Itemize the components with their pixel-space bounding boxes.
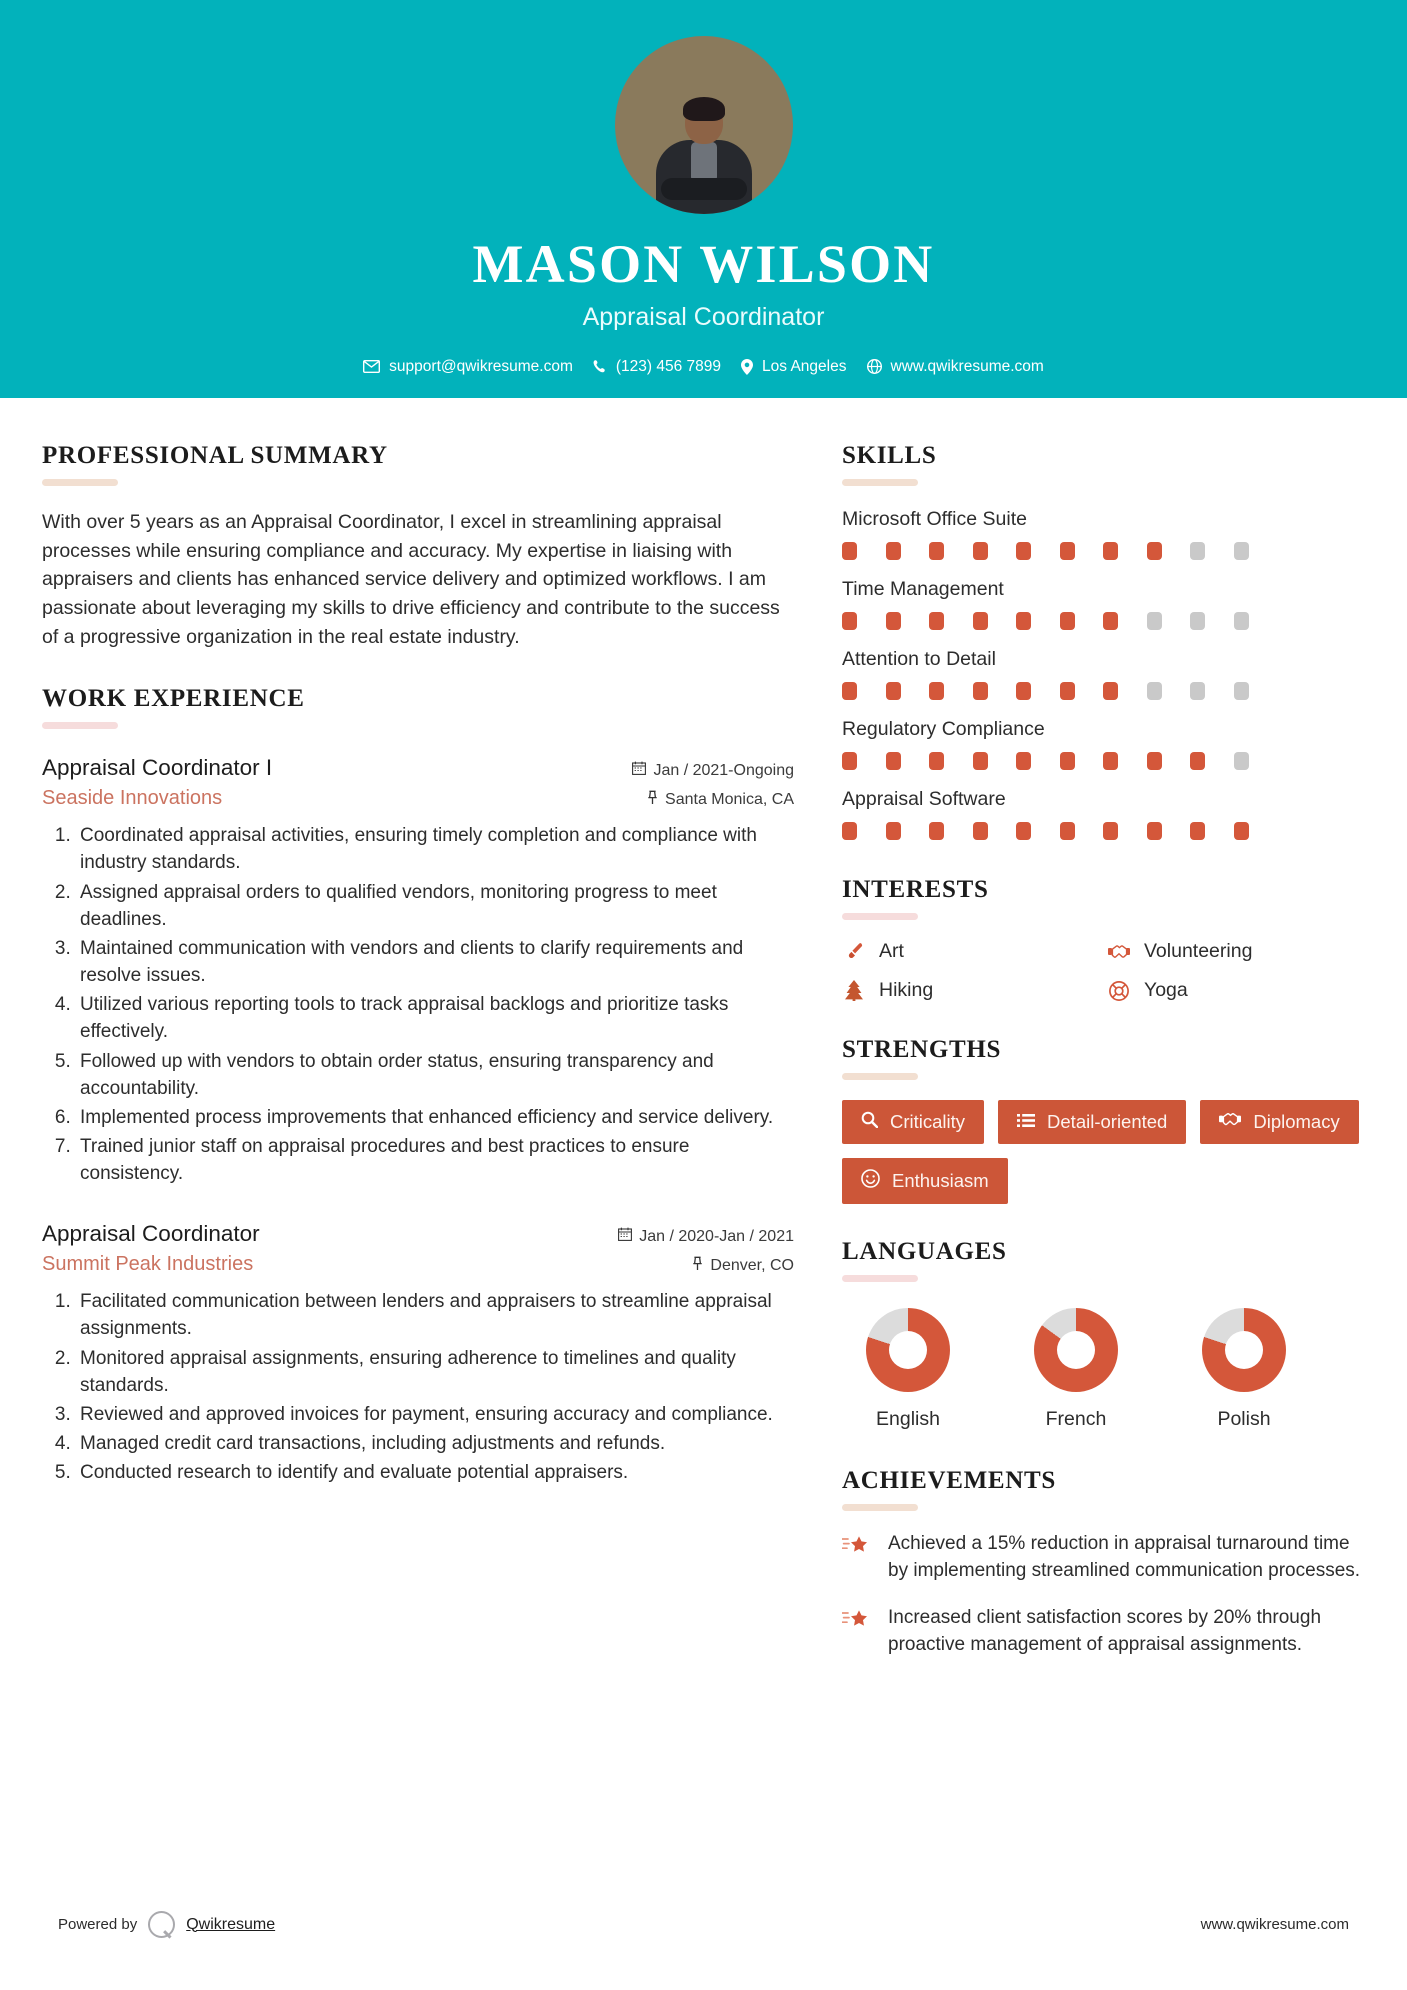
list-item: 1. Coordinated appraisal activities, ensuring timely completion and compliance with industry standards. [76, 822, 794, 876]
paintbrush-icon [842, 942, 866, 962]
language-label: Polish [1217, 1408, 1271, 1430]
section-rule [842, 913, 918, 920]
page-title: MASON WILSON [472, 234, 935, 294]
strength-tag-detail-oriented [998, 1100, 1186, 1144]
list-item: 4. Managed credit card transactions, including adjustments and refunds. [76, 1430, 794, 1457]
interest-label: Yoga [1144, 979, 1188, 1001]
job-bullets [42, 822, 794, 1187]
job-dates [632, 761, 794, 780]
skill-dot-filled [1060, 542, 1075, 560]
skill-rating [842, 752, 1362, 770]
strength-label: Enthusiasm [892, 1170, 989, 1191]
skill-item [842, 718, 1362, 770]
skill-dot-filled [1234, 822, 1249, 840]
skill-rating [842, 682, 1362, 700]
skill-label: Microsoft Office Suite [842, 508, 1027, 530]
section-rule [842, 479, 918, 486]
contact-location [741, 358, 846, 376]
job-location [647, 790, 794, 809]
list-item: 5. Conducted research to identify and evaluate potential appraisers. [76, 1459, 794, 1486]
summary-text: With over 5 years as an Appraisal Coordinator, I excel in streamlining appraisal processes while ensuring compliance and accuracy. My expertise in liaising with appraisers and clients has enhanced service delivery and optimized workflows. I am passionate about leveraging my skills to drive efficiency and contribute to the success of a progressive organization in the real estate industry. [42, 511, 780, 648]
envelope-icon [363, 360, 380, 373]
skill-dot-empty [1190, 682, 1205, 700]
skill-dot-filled [842, 612, 857, 630]
job-location [692, 1256, 794, 1275]
language-label: French [1045, 1408, 1107, 1430]
map-pin-icon [741, 359, 753, 375]
tree-icon [842, 980, 866, 1001]
list-item: 3. Reviewed and approved invoices for payment, ensuring accuracy and compliance. [76, 1401, 794, 1428]
skill-dot-filled [1147, 822, 1162, 840]
list-item: 7. Trained junior staff on appraisal procedures and best practices to ensure consistency. [76, 1133, 794, 1187]
languages-heading: LANGUAGES [842, 1238, 1007, 1265]
strength-label: Criticality [890, 1111, 966, 1132]
section-achievements [842, 1467, 1362, 1659]
skill-dot-filled [929, 612, 944, 630]
summary-heading: PROFESSIONAL SUMMARY [42, 442, 388, 469]
list-icon [1017, 1111, 1035, 1133]
skill-dot-filled [1016, 682, 1031, 700]
skill-dot-filled [929, 822, 944, 840]
calendar-icon [618, 1227, 632, 1246]
strengths-heading: STRENGTHS [842, 1036, 1002, 1063]
skills-heading: SKILLS [842, 442, 937, 469]
skill-dot-filled [1190, 752, 1205, 770]
job-bullets [42, 1288, 794, 1486]
avatar [615, 36, 793, 214]
achievement-text: Achieved a 15% reduction in appraisal turnaround time by implementing streamlined communication processes. [888, 1533, 1361, 1581]
shooting-star-icon [842, 1531, 872, 1585]
skill-dot-filled [973, 682, 988, 700]
skill-dot-filled [1103, 542, 1118, 560]
interest-item [842, 940, 1107, 963]
skill-dot-empty [1234, 612, 1249, 630]
contact-phone-text: (123) 456 7899 [615, 357, 722, 375]
smiley-icon [861, 1169, 880, 1193]
job-dates [618, 1227, 794, 1246]
skill-rating [842, 612, 1362, 630]
skill-dot-filled [842, 822, 857, 840]
strength-tag-criticality [842, 1100, 984, 1144]
lifebuoy-icon [1107, 981, 1131, 1001]
skill-dot-filled [842, 542, 857, 560]
section-interests [842, 876, 1362, 1002]
list-item: 3. Maintained communication with vendors and clients to clarify requirements and resolve issues. [76, 935, 794, 989]
job-location-text: Santa Monica, CA [665, 790, 794, 808]
skill-rating [842, 542, 1362, 560]
skill-dot-filled [886, 612, 901, 630]
skill-dot-empty [1234, 682, 1249, 700]
skill-dot-filled [1016, 822, 1031, 840]
skill-item [842, 788, 1362, 840]
skill-dot-filled [1103, 822, 1118, 840]
job-title: Appraisal Coordinator I [42, 755, 273, 781]
language-item [1016, 1308, 1136, 1431]
skill-dot-filled [973, 822, 988, 840]
strength-tag-diplomacy [1200, 1100, 1358, 1144]
skill-dot-filled [1147, 542, 1162, 560]
skill-dot-empty [1147, 682, 1162, 700]
skill-label: Attention to Detail [842, 648, 996, 670]
pin-icon [692, 1256, 703, 1275]
language-donut [1034, 1308, 1118, 1392]
job-dates-text: Jan / 2020-Jan / 2021 [639, 1227, 794, 1245]
interest-item [1107, 979, 1362, 1002]
resume-header [0, 0, 1407, 398]
section-rule [42, 722, 118, 729]
skill-dot-filled [929, 542, 944, 560]
job-company: Summit Peak Industries [42, 1253, 254, 1276]
right-column [842, 442, 1362, 1659]
footer [0, 1911, 1407, 1938]
calendar-icon [632, 761, 646, 780]
skill-dot-filled [886, 822, 901, 840]
skill-dot-filled [886, 542, 901, 560]
skill-rating [842, 822, 1362, 840]
interests-grid [842, 940, 1362, 1002]
section-rule [842, 1504, 918, 1511]
skill-dot-filled [1147, 752, 1162, 770]
job-role-subtitle: Appraisal Coordinator [582, 302, 825, 331]
job-entry [42, 1221, 794, 1486]
skills-list [842, 508, 1362, 840]
pin-icon [647, 790, 658, 809]
section-rule [842, 1073, 918, 1080]
contact-phone[interactable] [593, 358, 721, 376]
work-heading: WORK EXPERIENCE [42, 685, 305, 713]
skill-dot-filled [842, 682, 857, 700]
skill-dot-filled [929, 752, 944, 770]
contact-location-text: Los Angeles [762, 357, 847, 375]
list-item: 5. Followed up with vendors to obtain order status, ensuring transparency and accountability. [76, 1048, 794, 1102]
job-entry [42, 755, 794, 1187]
skill-dot-filled [1060, 612, 1075, 630]
skill-dot-empty [1190, 612, 1205, 630]
skill-item [842, 648, 1362, 700]
skill-dot-filled [973, 752, 988, 770]
skill-dot-filled [1103, 752, 1118, 770]
list-item: 4. Utilized various reporting tools to track appraisal backlogs and prioritize tasks effectively. [76, 991, 794, 1045]
job-location-text: Denver, CO [710, 1256, 794, 1274]
resume-body [0, 398, 1407, 1659]
contact-website[interactable] [867, 358, 1044, 376]
skill-dot-filled [1190, 822, 1205, 840]
achievement-item [842, 1531, 1362, 1585]
avatar-person [656, 100, 752, 214]
strength-tag-enthusiasm [842, 1158, 1008, 1204]
skill-dot-filled [973, 542, 988, 560]
phone-icon [593, 359, 607, 374]
language-label: English [876, 1408, 940, 1430]
skill-dot-filled [929, 682, 944, 700]
section-work-experience [42, 685, 794, 1486]
skill-dot-filled [842, 752, 857, 770]
language-donut [1202, 1308, 1286, 1392]
section-rule [42, 479, 118, 486]
skill-dot-filled [1016, 542, 1031, 560]
skill-dot-empty [1234, 542, 1249, 560]
left-column [42, 442, 794, 1488]
powered-by [58, 1911, 275, 1938]
contact-bar [363, 358, 1044, 376]
achievements-heading: ACHIEVEMENTS [842, 1467, 1056, 1494]
skill-dot-filled [1016, 612, 1031, 630]
interest-item [842, 979, 1107, 1002]
job-title: Appraisal Coordinator [42, 1221, 260, 1247]
skill-item [842, 578, 1362, 630]
skill-label: Regulatory Compliance [842, 718, 1045, 740]
section-professional-summary [42, 442, 794, 651]
interest-label: Art [879, 940, 904, 962]
section-skills [842, 442, 1362, 840]
skill-dot-empty [1234, 752, 1249, 770]
qwikresume-logo-icon [148, 1911, 175, 1938]
skill-dot-filled [1103, 682, 1118, 700]
skill-label: Time Management [842, 578, 1004, 600]
language-item [848, 1308, 968, 1431]
interest-label: Volunteering [1144, 940, 1253, 962]
strength-label: Detail-oriented [1047, 1111, 1168, 1132]
skill-dot-filled [1060, 822, 1075, 840]
list-item: 1. Facilitated communication between lenders and appraisers to streamline appraisal assignments. [76, 1288, 794, 1342]
language-item [1184, 1308, 1304, 1431]
skill-dot-empty [1147, 612, 1162, 630]
interest-item [1107, 940, 1362, 963]
handshake-icon [1219, 1111, 1241, 1133]
skill-dot-filled [886, 752, 901, 770]
skill-dot-filled [886, 682, 901, 700]
qwikresume-brand-link[interactable]: Qwikresume [186, 1915, 276, 1933]
handshake-icon [1107, 943, 1131, 961]
list-item: 6. Implemented process improvements that enhanced efficiency and service delivery. [76, 1104, 794, 1131]
footer-website: www.qwikresume.com [1200, 1916, 1349, 1933]
search-icon [861, 1111, 878, 1133]
skill-dot-filled [1016, 752, 1031, 770]
job-company: Seaside Innovations [42, 787, 223, 810]
language-donut [866, 1308, 950, 1392]
section-languages [842, 1238, 1362, 1431]
achievement-item [842, 1605, 1362, 1659]
skill-dot-filled [1060, 752, 1075, 770]
languages-list [842, 1308, 1362, 1431]
contact-website-text: www.qwikresume.com [890, 357, 1044, 375]
interests-heading: INTERESTS [842, 876, 989, 903]
skill-dot-filled [1103, 612, 1118, 630]
skill-label: Appraisal Software [842, 788, 1006, 810]
interest-label: Hiking [879, 979, 934, 1001]
section-strengths [842, 1036, 1362, 1204]
skill-item [842, 508, 1362, 560]
achievement-text: Increased client satisfaction scores by 20% through proactive management of appraisal assignments. [888, 1606, 1322, 1655]
job-dates-text: Jan / 2021-Ongoing [653, 761, 794, 779]
strengths-tags [842, 1100, 1362, 1204]
globe-icon [867, 359, 882, 374]
list-item: 2. Assigned appraisal orders to qualified vendors, monitoring progress to meet deadlines. [76, 879, 794, 933]
contact-email[interactable] [363, 358, 573, 376]
powered-by-label: Powered by [58, 1916, 138, 1933]
skill-dot-filled [1060, 682, 1075, 700]
shooting-star-icon [842, 1605, 872, 1659]
strength-label: Diplomacy [1253, 1111, 1340, 1132]
skill-dot-empty [1190, 542, 1205, 560]
skill-dot-filled [973, 612, 988, 630]
contact-email-text: support@qwikresume.com [389, 357, 573, 375]
section-rule [842, 1275, 918, 1282]
list-item: 2. Monitored appraisal assignments, ensuring adherence to timelines and quality standards. [76, 1345, 794, 1399]
